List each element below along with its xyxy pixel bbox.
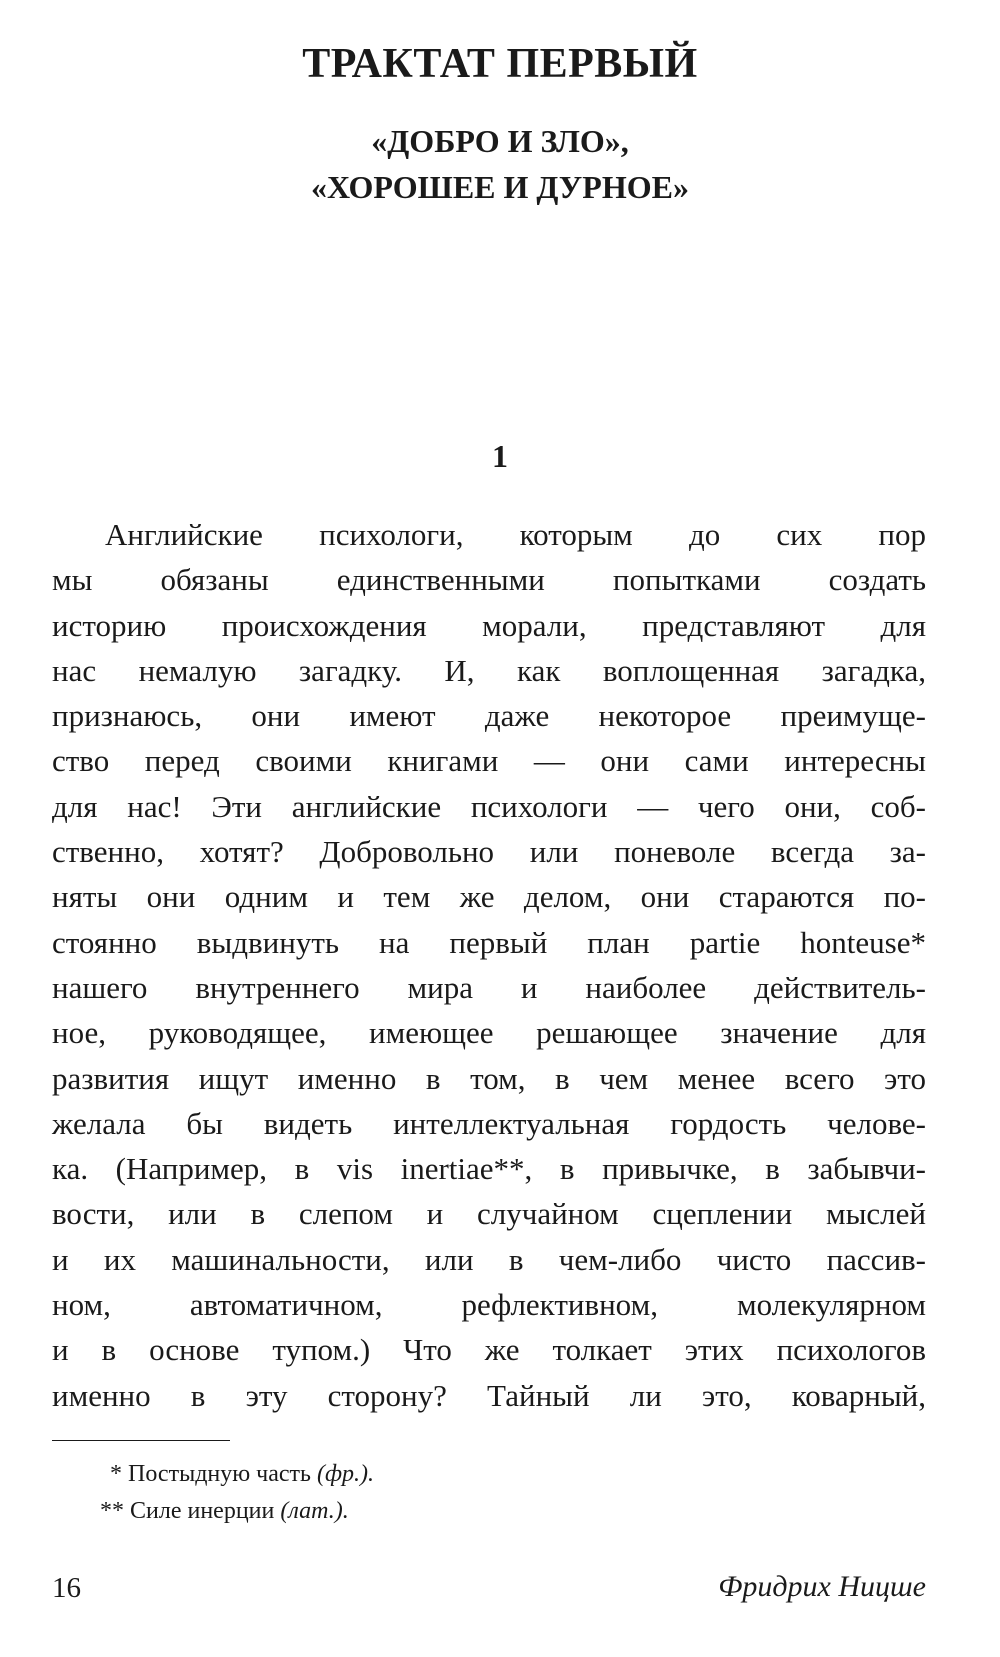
- body-line: и их машинальности, или в чем-либо чисто пассив-: [52, 1241, 926, 1277]
- footnotes: [100, 1456, 375, 1530]
- subtitle-line-1: «ДОБРО И ЗЛО»,: [371, 123, 629, 159]
- page-number: 16: [52, 1572, 81, 1604]
- subtitle-line-2: «ХОРОШЕЕ И ДУРНОЕ»: [311, 169, 689, 205]
- footnote-1: [110, 1456, 374, 1493]
- body-line: стоянно выдвинуть на первый план partie honteuse*: [52, 924, 926, 960]
- treatise-title: ТРАКТАТ ПЕРВЫЙ: [302, 41, 698, 87]
- body-line: Английские психологи, которым до сих пор: [105, 517, 926, 552]
- body-line: мы обязаны единственными попытками создать: [52, 562, 926, 598]
- body-line: развития ищут именно в том, в чем менее всего это: [52, 1060, 926, 1096]
- section-number: 1: [492, 438, 508, 474]
- footnote-text: * Постыдную часть: [110, 1461, 317, 1487]
- body-line: нашего внутреннего мира и наиболее действитель-: [52, 969, 926, 1005]
- body-line: ном, автоматичном, рефлективном, молекулярном: [52, 1287, 926, 1323]
- body-line: ственно, хотят? Добровольно или поневоле всегда за-: [52, 834, 926, 870]
- body-line: ство перед своими книгами — они сами интересны: [52, 743, 926, 779]
- body-line: именно в эту сторону? Тайный ли это, коварный,: [52, 1377, 926, 1413]
- body-line: ное, руководящее, имеющее решающее значение для: [52, 1015, 926, 1051]
- running-footer-author: Фридрих Ницше: [718, 1570, 926, 1603]
- treatise-subtitle: [0, 118, 1000, 210]
- body-line: няты они одним и тем же делом, они стараются по-: [52, 879, 926, 915]
- body-line: вости, или в слепом и случайном сцеплении мыслей: [52, 1196, 926, 1232]
- footnote-2: [100, 1493, 374, 1530]
- body-line: и в основе тупом.) Что же толкает этих психологов: [52, 1332, 926, 1368]
- footnote-language: (лат.).: [280, 1498, 349, 1524]
- body-line: нас немалую загадку. И, как воплощенная загадка,: [52, 652, 926, 688]
- body-line: историю происхождения морали, представляют для: [52, 607, 926, 643]
- footnote-divider: [52, 1440, 230, 1441]
- body-line: ка. (Например, в vis inertiae**, в привычке, в забывчи-: [52, 1151, 926, 1187]
- footnote-language: (фр.).: [317, 1461, 375, 1487]
- body-line: желала бы видеть интеллектуальная гордость челове-: [52, 1105, 926, 1141]
- body-paragraph: [52, 512, 926, 1418]
- body-line: для нас! Эти английские психологи — чего они, соб-: [52, 788, 926, 824]
- body-line: признаюсь, они имеют даже некоторое преимуще-: [52, 698, 926, 734]
- footnote-text: ** Силе инерции: [100, 1498, 281, 1524]
